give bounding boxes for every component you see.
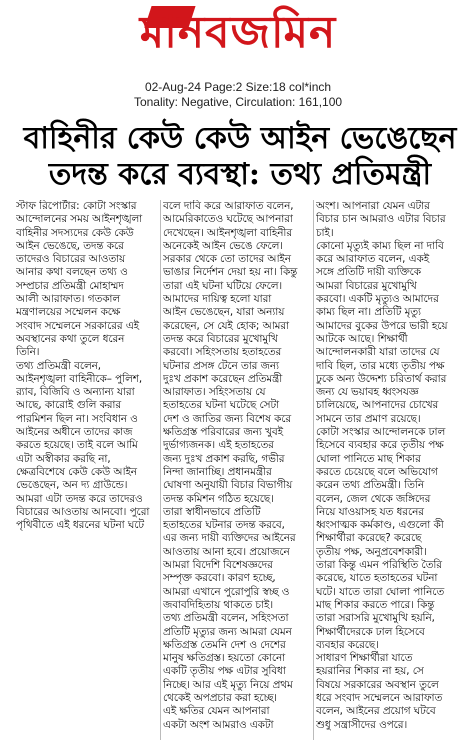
headline-line1: বাহিনীর কেউ কেউ আইন ভেঙেছেন (23, 121, 457, 156)
headline-line2: তদন্ত করে ব্যবস্থা: তথ্য প্রতিমন্ত্রী (48, 157, 432, 192)
article-text: বলে দাবি করে আরাফাত বলেন, আমেরিকাতেও ঘটেছে আপনারা দেখেছেন। আইনশৃঙ্খলা বাহিনীর অনেকেই আইন ভেঙে ফেলে। সরকার থেকে তো তাদের আইন ভাঙার নির্দেশন দেয়া হয় না। কিন্তু তারা এই ঘটনা ঘটিয়ে ফেলে। আমাদের দায়িত্ব হলো যারা আইন ভেঙেছেন, যারা অন্যায় করেছেন, সে যেই হোক; আমরা তদন্ত করে বিচারের মুখোমুখি করবো। সহিংসতায় হতাহতের ঘটনার প্রসঙ্গ টেনে তার জন্য দুঃখ প্রকাশ করেছেন প্রতিমন্ত্রী আরাফাত। সহিংসতায় যে হতাহতের ঘটনা ঘটেছে সেটা দেশ ও জাতির জন্য বিশেষ করে ক্ষতিগ্রস্ত পরিবারের জন্য খুবই দুর্ভাগ্যজনক। এই হতাহতের জন্য দুঃখ প্রকাশ করছি, গভীর নিন্দা জানাচ্ছি। প্রধানমন্ত্রীর ঘোষণা অনুযায়ী বিচার বিভাগীয় তদন্ত কমিশন গঠিত হয়েছে। তারা স্বাধীনভাবে প্রতিটি হতাহতের ঘটনার তদন্ত করবে, এর জন্য দায়ী ব্যক্তিদের আইনের আওতায় আনা হবে। প্রয়োজনে আমরা বিদেশি বিশেষজ্ঞদের সম্পৃক্ত করবো। কারণ হচ্ছে, আমরা এখানে পুরোপুরি স্বচ্ছ ও জবাবদিহিতায় থাকতে চাই। তথ্য প্রতিমন্ত্রী বলেন, সহিংসতা প্রতিটি মৃত্যুর জন্য আমরা যেমন ক্ষতিগ্রস্ত তেমনি দেশ ও দেশের মানুষ ক্ষতিগ্রস্ত। হয়তো কোনো একটি তৃতীয় পক্ষ এটার সুবিধা নিচ্ছে। আর এই মৃত্যু নিয়ে প্রথম থেকেই অপপ্রচার করা হচ্ছে। এই ক্ষতির যেমন আপনারা একটা অংশ আমরাও একটা (163, 200, 298, 731)
article-text: স্টাফ রিপোর্টার: কোটা সংস্কার আন্দোলনের সময় আইনশৃঙ্খলা বাহিনীর সদস্যদের কেউ কেউ আইন ভেঙেছে, তদন্ত করে তাদেরও বিচারের আওতায় আনার কথা বলছেন তথ্য ও সম্প্রচার প্রতিমন্ত্রী মোহাম্মদ আলী আরাফাত। গতকাল মন্ত্রণালয়ের সম্মেলন কক্ষে সংবাদ সম্মেলনে সরকারের এই অবস্থানের কথা তুলে ধরেন তিনি। তথ্য প্রতিমন্ত্রী বলেন, আইনশৃঙ্খলা বাহিনীকে– পুলিশ, র‌্যাব, বিজিবি ও অন্যান্য যারা আছে, কারোই গুলি করার পারমিশন ছিল না। সংবিধান ও আইনের অধীনে তাদের কাজ করতে হয়েছে। তাই বলে আমি এটা অস্বীকার করছি না, ক্ষেত্রবিশেষে কেউ কেউ আইন ভেঙেছেন, অন দ্য গ্রাউন্ডে। আমরা এটা তদন্ত করে তাদেরও বিচারের আওতায় আনবো। পুরো পৃথিবীতে এই ধরনের ঘটনা ঘটে (16, 200, 150, 532)
article-column-1 (16, 200, 158, 745)
clipping-meta-line1: 02-Aug-24 Page:2 Size:18 col*inch (144, 80, 332, 94)
column-divider (160, 200, 161, 740)
newspaper-logo: মানবজমিন (139, 7, 337, 58)
article-column-3 (316, 200, 460, 745)
article-column-2 (163, 200, 311, 745)
clipping-meta-line2: Tonality: Negative, Circulation: 161,100 (133, 95, 343, 109)
article-text: অংশ। আপনারা যেমন এটার বিচার চান আমরাও এটার বিচার চাই। কোনো মৃত্যুই কাম্য ছিল না দাবি করে আরাফাত বলেন, একই সঙ্গে প্রতিটি দায়ী ব্যক্তিকে আমরা বিচারের মুখোমুখি করবো। একটি মৃত্যুও আমাদের কাম্য ছিল না। প্রতিটি মৃত্যু আমাদের বুকের উপরে ভারী হয়ে আটকে আছে। শিক্ষার্থী আন্দোলনকারী যারা তাদের যে দাবি ছিল, তার মধ্যে তৃতীয় পক্ষ ঢুকে অন্য উদ্দেশ্য চরিতার্থ করার জন্য যে ভয়াবহ ধ্বংসযজ্ঞ চালিয়েছে, আপনাদের চোখের সামনে তার প্রমাণ রয়েছে। কোটা সংস্কার আন্দোলনকে ঢাল হিসেবে ব্যবহার করে তৃতীয় পক্ষ ঘোলা পানিতে মাছ শিকার করতে চেয়েছে বলে অভিযোগ করেন তথ্য প্রতিমন্ত্রী। তিনি বলেন, জেল থেকে জঙ্গিদের নিয়ে যাওয়াসহ যত ধরনের ধ্বংসাত্মক কর্মকাণ্ড, এগুলো কী শিক্ষার্থীরা করেছে? করেছে তৃতীয় পক্ষ, অনুপ্রবেশকারী। তারা কিন্তু এমন পরিস্থিতি তৈরি করেছে, যাতে হতাহতের ঘটনা ঘটে। যাতে তারা ঘোলা পানিতে মাছ শিকার করতে পারে। কিন্তু তারা সরাসরি মুখোমুখি হয়নি, শিক্ষার্থীদেরকে ঢাল হিসেবে ব্যবহার করেছে। সাধারণ শিক্ষার্থীরা যাতে হয়রানির শিকার না হয়, সে বিষয়ে সরকারের অবস্থান তুলে ধরে সংবাদ সম্মেলনে আরাফাত বলেন, আইনের প্রয়োগ ঘটবে শুধু সন্ত্রাসীদের ওপরে। (316, 200, 448, 731)
masthead (0, 0, 476, 68)
column-divider (313, 200, 314, 740)
